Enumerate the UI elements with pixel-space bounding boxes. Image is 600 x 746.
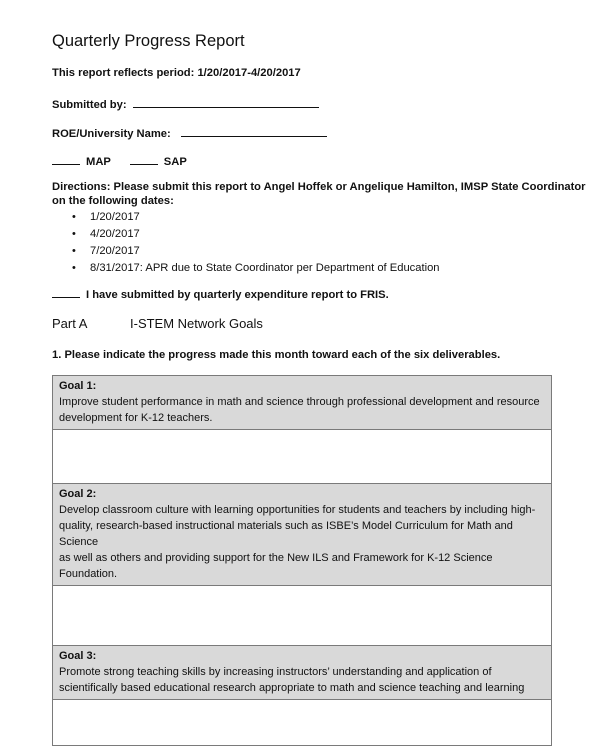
- goals-table: [52, 375, 552, 746]
- goal-2-header: [53, 484, 552, 586]
- goal-1-line-2: development for K-12 teachers.: [59, 412, 213, 424]
- sap-check-field[interactable]: [130, 153, 158, 165]
- goal-2-line-1: Develop classroom culture with learning opportunities for students and teachers by including high-: [59, 504, 536, 516]
- part-label: Part A: [52, 316, 88, 331]
- goal-3-line-2: scientifically based educational research appropriate to math and science teaching and learning: [59, 682, 525, 694]
- part-heading: [52, 316, 263, 331]
- part-title: I-STEM Network Goals: [130, 316, 263, 331]
- expenditure-text: I have submitted by quarterly expenditure report to FRIS.: [86, 289, 389, 301]
- goal-3-line-1: Promote strong teaching skills by increasing instructors’ understanding and application of: [59, 666, 492, 678]
- roe-field[interactable]: [181, 125, 327, 137]
- due-dates-list: [72, 209, 440, 277]
- expenditure-check-field[interactable]: [52, 286, 80, 298]
- sap-label: SAP: [163, 156, 187, 168]
- goal-3-header: [53, 646, 552, 700]
- directions-line-1: Directions: Please submit this report to Angel Hoffek or Angelique Hamilton, IMSP State Coordinator: [52, 181, 586, 193]
- table-row: [53, 484, 552, 586]
- submitted-by-field[interactable]: [133, 96, 319, 108]
- table-row: [53, 376, 552, 430]
- goal-2-response-field[interactable]: [53, 586, 552, 646]
- goal-1-header: [53, 376, 552, 430]
- goal-3-response-field[interactable]: [53, 700, 552, 746]
- goal-2-line-3: as well as others and providing support for the New ILS and Framework for K-12 Science Foundation.: [59, 552, 493, 580]
- report-period: This report reflects period: 1/20/2017-4/20/2017: [52, 67, 301, 79]
- table-row: [53, 430, 552, 484]
- goal-3-title: Goal 3:: [59, 650, 97, 662]
- map-check-field[interactable]: [52, 153, 80, 165]
- expenditure-row: [52, 286, 389, 301]
- table-row: [53, 646, 552, 700]
- roe-label: ROE/University Name:: [52, 128, 171, 140]
- list-item: • 8/31/2017: APR due to State Coordinator per Department of Education: [72, 260, 440, 277]
- submitted-by-label: Submitted by:: [52, 99, 127, 111]
- list-item: • 7/20/2017: [72, 243, 440, 260]
- deliverables-question: 1. Please indicate the progress made this month toward each of the six deliverables.: [52, 349, 501, 361]
- goal-1-line-1: Improve student performance in math and science through professional development and resource: [59, 396, 540, 408]
- submitted-by-row: [52, 96, 319, 111]
- report-title: Quarterly Progress Report: [52, 32, 245, 50]
- program-row: [52, 153, 187, 168]
- table-row: [53, 586, 552, 646]
- goal-1-title: Goal 1:: [59, 380, 97, 392]
- goal-2-title: Goal 2:: [59, 488, 97, 500]
- goal-2-line-2: quality, research-based instructional materials such as ISBE’s Model Curriculum for Math and Science: [59, 520, 513, 548]
- map-label: MAP: [86, 156, 111, 168]
- table-row: [53, 700, 552, 746]
- goal-1-response-field[interactable]: [53, 430, 552, 484]
- list-item: • 1/20/2017: [72, 209, 440, 226]
- list-item: • 4/20/2017: [72, 226, 440, 243]
- directions-line-2: on the following dates:: [52, 195, 174, 207]
- roe-row: [52, 125, 327, 140]
